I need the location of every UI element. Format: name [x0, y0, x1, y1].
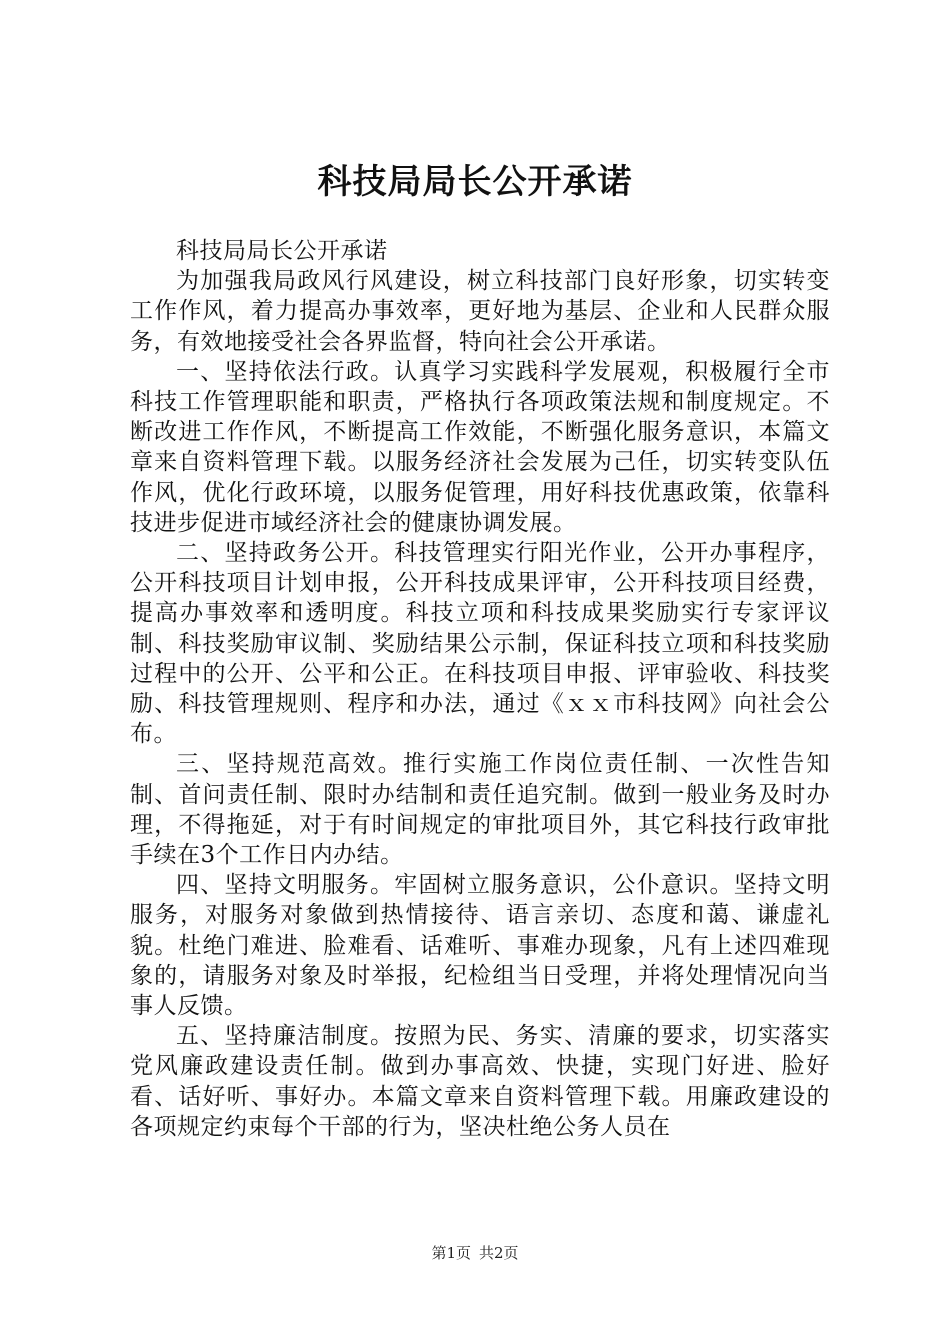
page-number: 第1页 [431, 1244, 471, 1262]
section-3-paragraph: 三、坚持规范高效。推行实施工作岗位责任制、一次性告知制、首问责任制、限时办结制和责任追究制。做到一般业务及时办理，不得拖延，对于有时间规定的审批项目外，其它科技行政审批手续在3个工作日内办结。 [130, 751, 830, 869]
page-footer [0, 1243, 950, 1263]
subtitle-paragraph: 科技局局长公开承诺 [176, 238, 388, 264]
document-body [130, 236, 830, 1142]
intro-paragraph: 为加强我局政风行风建设，树立科技部门良好形象，切实转变工作作风，着力提高办事效率，更好地为基层、企业和人民群众服务，有效地接受社会各界监督，特向社会公开承诺。 [130, 268, 830, 355]
section-1-paragraph: 一、坚持依法行政。认真学习实践科学发展观，积极履行全市科技工作管理职能和职责，严格执行各项政策法规和制度规定。不断改进工作作风，不断提高工作效能，不断强化服务意识，本篇文章来自资料管理下载。以服务经济社会发展为己任，切实转变队伍作风，优化行政环境，以服务促管理，用好科技优惠政策，依靠科技进步促进市域经济社会的健康协调发展。 [130, 358, 830, 536]
section-2-paragraph: 二、坚持政务公开。科技管理实行阳光作业，公开办事程序，公开科技项目计划申报，公开科技成果评审，公开科技项目经费，提高办事效率和透明度。科技立项和科技成果奖励实行专家评议制、科技奖励审议制、奖励结果公示制，保证科技立项和科技奖励过程中的公开、公平和公正。在科技项目申报、评审验收、科技奖励、科技管理规则、程序和办法，通过《ｘｘ市科技网》向社会公布。 [130, 540, 830, 748]
section-4-paragraph: 四、坚持文明服务。牢固树立服务意识，公仆意识。坚持文明服务，对服务对象做到热情接待、语言亲切、态度和蔼、谦虚礼貌。杜绝门难进、脸难看、话难听、事难办现象，凡有上述四难现象的，请服务对象及时举报，纪检组当日受理，并将处理情况向当事人反馈。 [130, 872, 830, 1020]
document-title: 科技局局长公开承诺 [317, 162, 633, 202]
page-total: 共2页 [479, 1244, 519, 1262]
section-5-paragraph: 五、坚持廉洁制度。按照为民、务实、清廉的要求，切实落实党风廉政建设责任制。做到办事高效、快捷，实现门好进、脸好看、话好听、事好办。本篇文章来自资料管理下载。用廉政建设的各项规定约束每个干部的行为，坚决杜绝公务人员在 [130, 1023, 830, 1140]
